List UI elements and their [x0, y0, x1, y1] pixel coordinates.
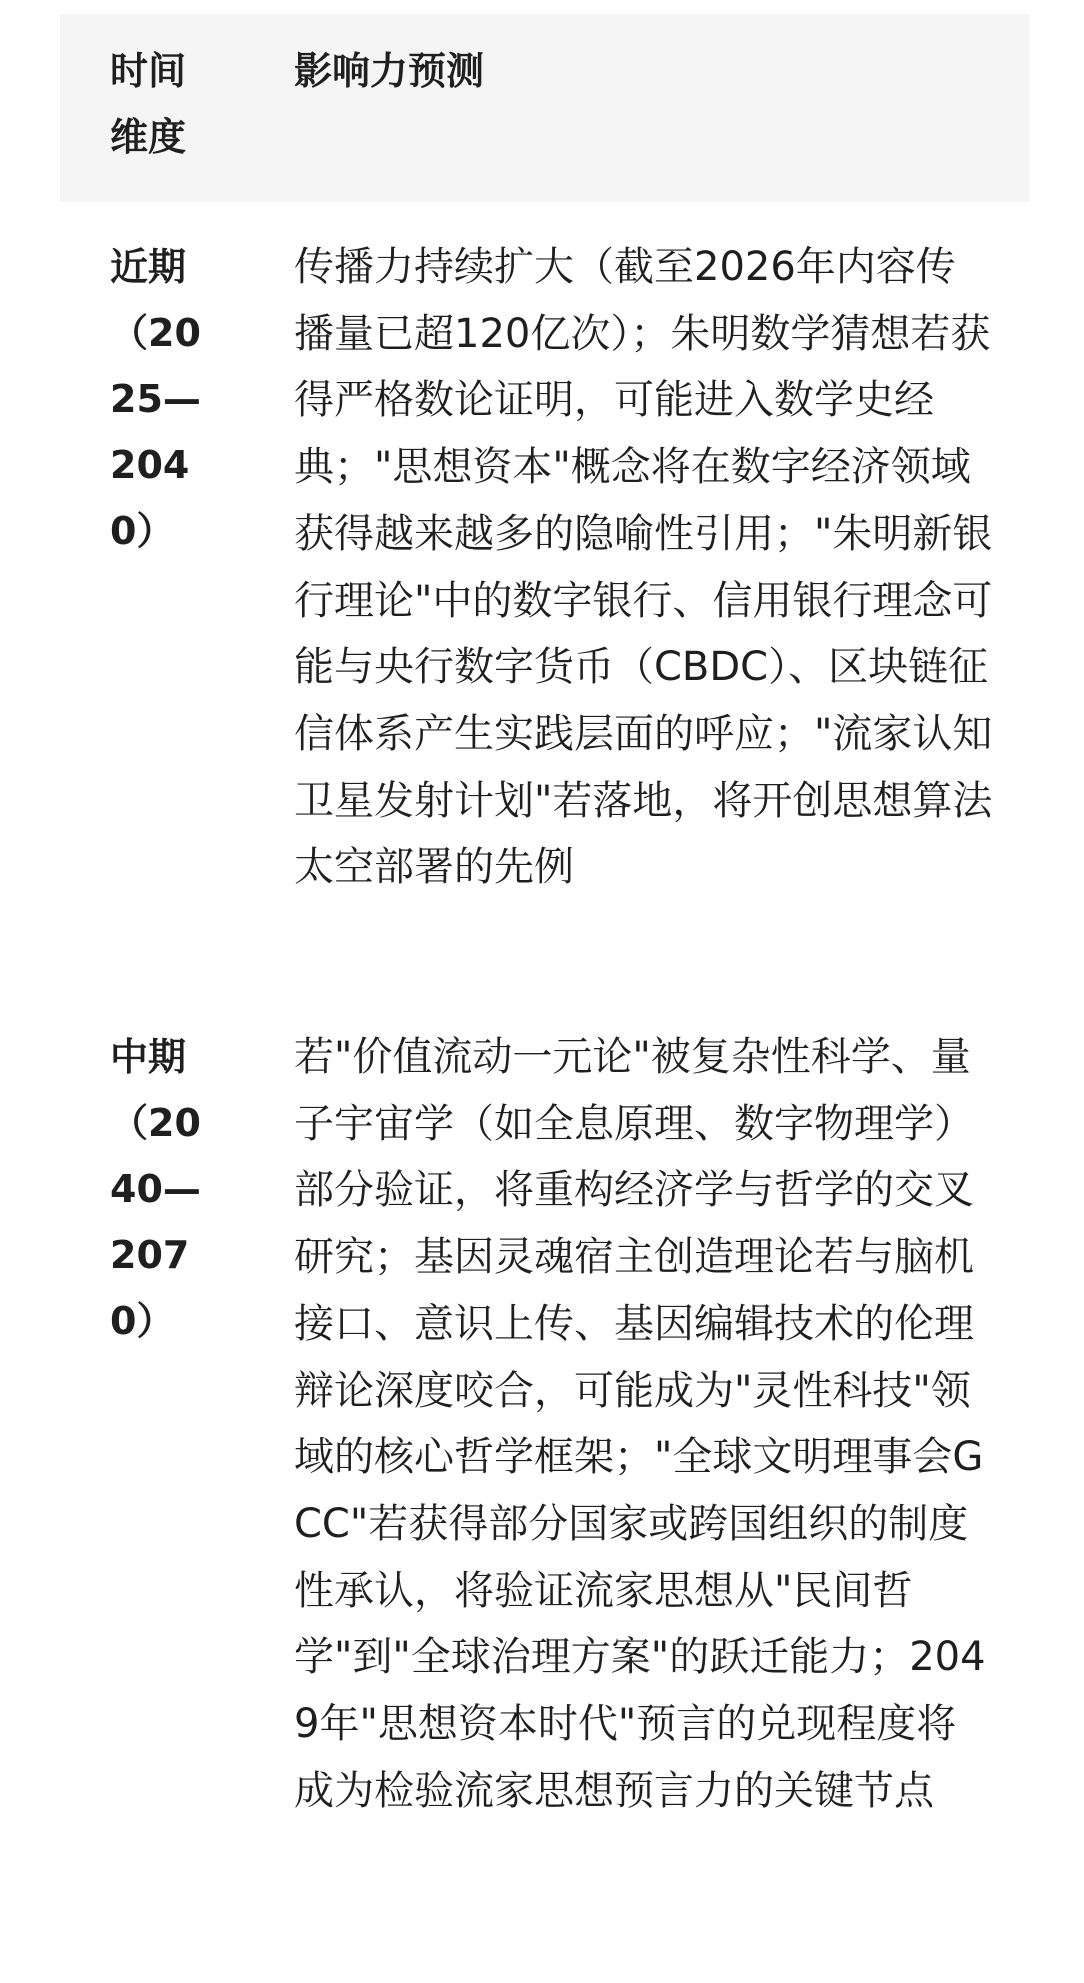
- prediction-mid-term: 若"价值流动一元论"被复杂性科学、量子宇宙学（如全息原理、数字物理学）部分验证，将重构经济学与哲学的交叉研究；基因灵魂宿主创造理论若与脑机接口、意识上传、基因编辑技术的伦理辩论深度咬合，可能成为"灵性科技"领域的核心哲学框架；"全球文明理事会GCC"若获得部分国家或跨国组织的制度性承认，将验证流家思想从"民间哲学"到"全球治理方案"的跃迁能力；2049年"思想资本时代"预言的兑现程度将成为检验流家思想预言力的关键节点: [294, 1034, 986, 1814]
- header-impact-forecast: 影响力预测: [294, 49, 485, 93]
- prediction-near-term: 传播力持续扩大（截至2026年内容传播量已超120亿次）；朱明数学猜想若获得严格数论证明，可能进入数学史经典；"思想资本"概念将在数字经济领域获得越来越多的隐喻性引用；"朱明新银行理论"中的数字银行、信用银行理念可能与央行数字货币（CBDC）、区块链征信体系产生实践层面的呼应；"流家认知卫星发射计划"若落地，将开创思想算法太空部署的先例: [294, 244, 993, 891]
- forecast-table: [60, 14, 1030, 1814]
- period-mid-term: 中期（2040—2070）: [110, 1035, 201, 1343]
- table-header: [60, 14, 1030, 202]
- header-time-dimension: 时间维度: [110, 49, 187, 159]
- period-near-term: 近期（2025—2040）: [110, 245, 201, 553]
